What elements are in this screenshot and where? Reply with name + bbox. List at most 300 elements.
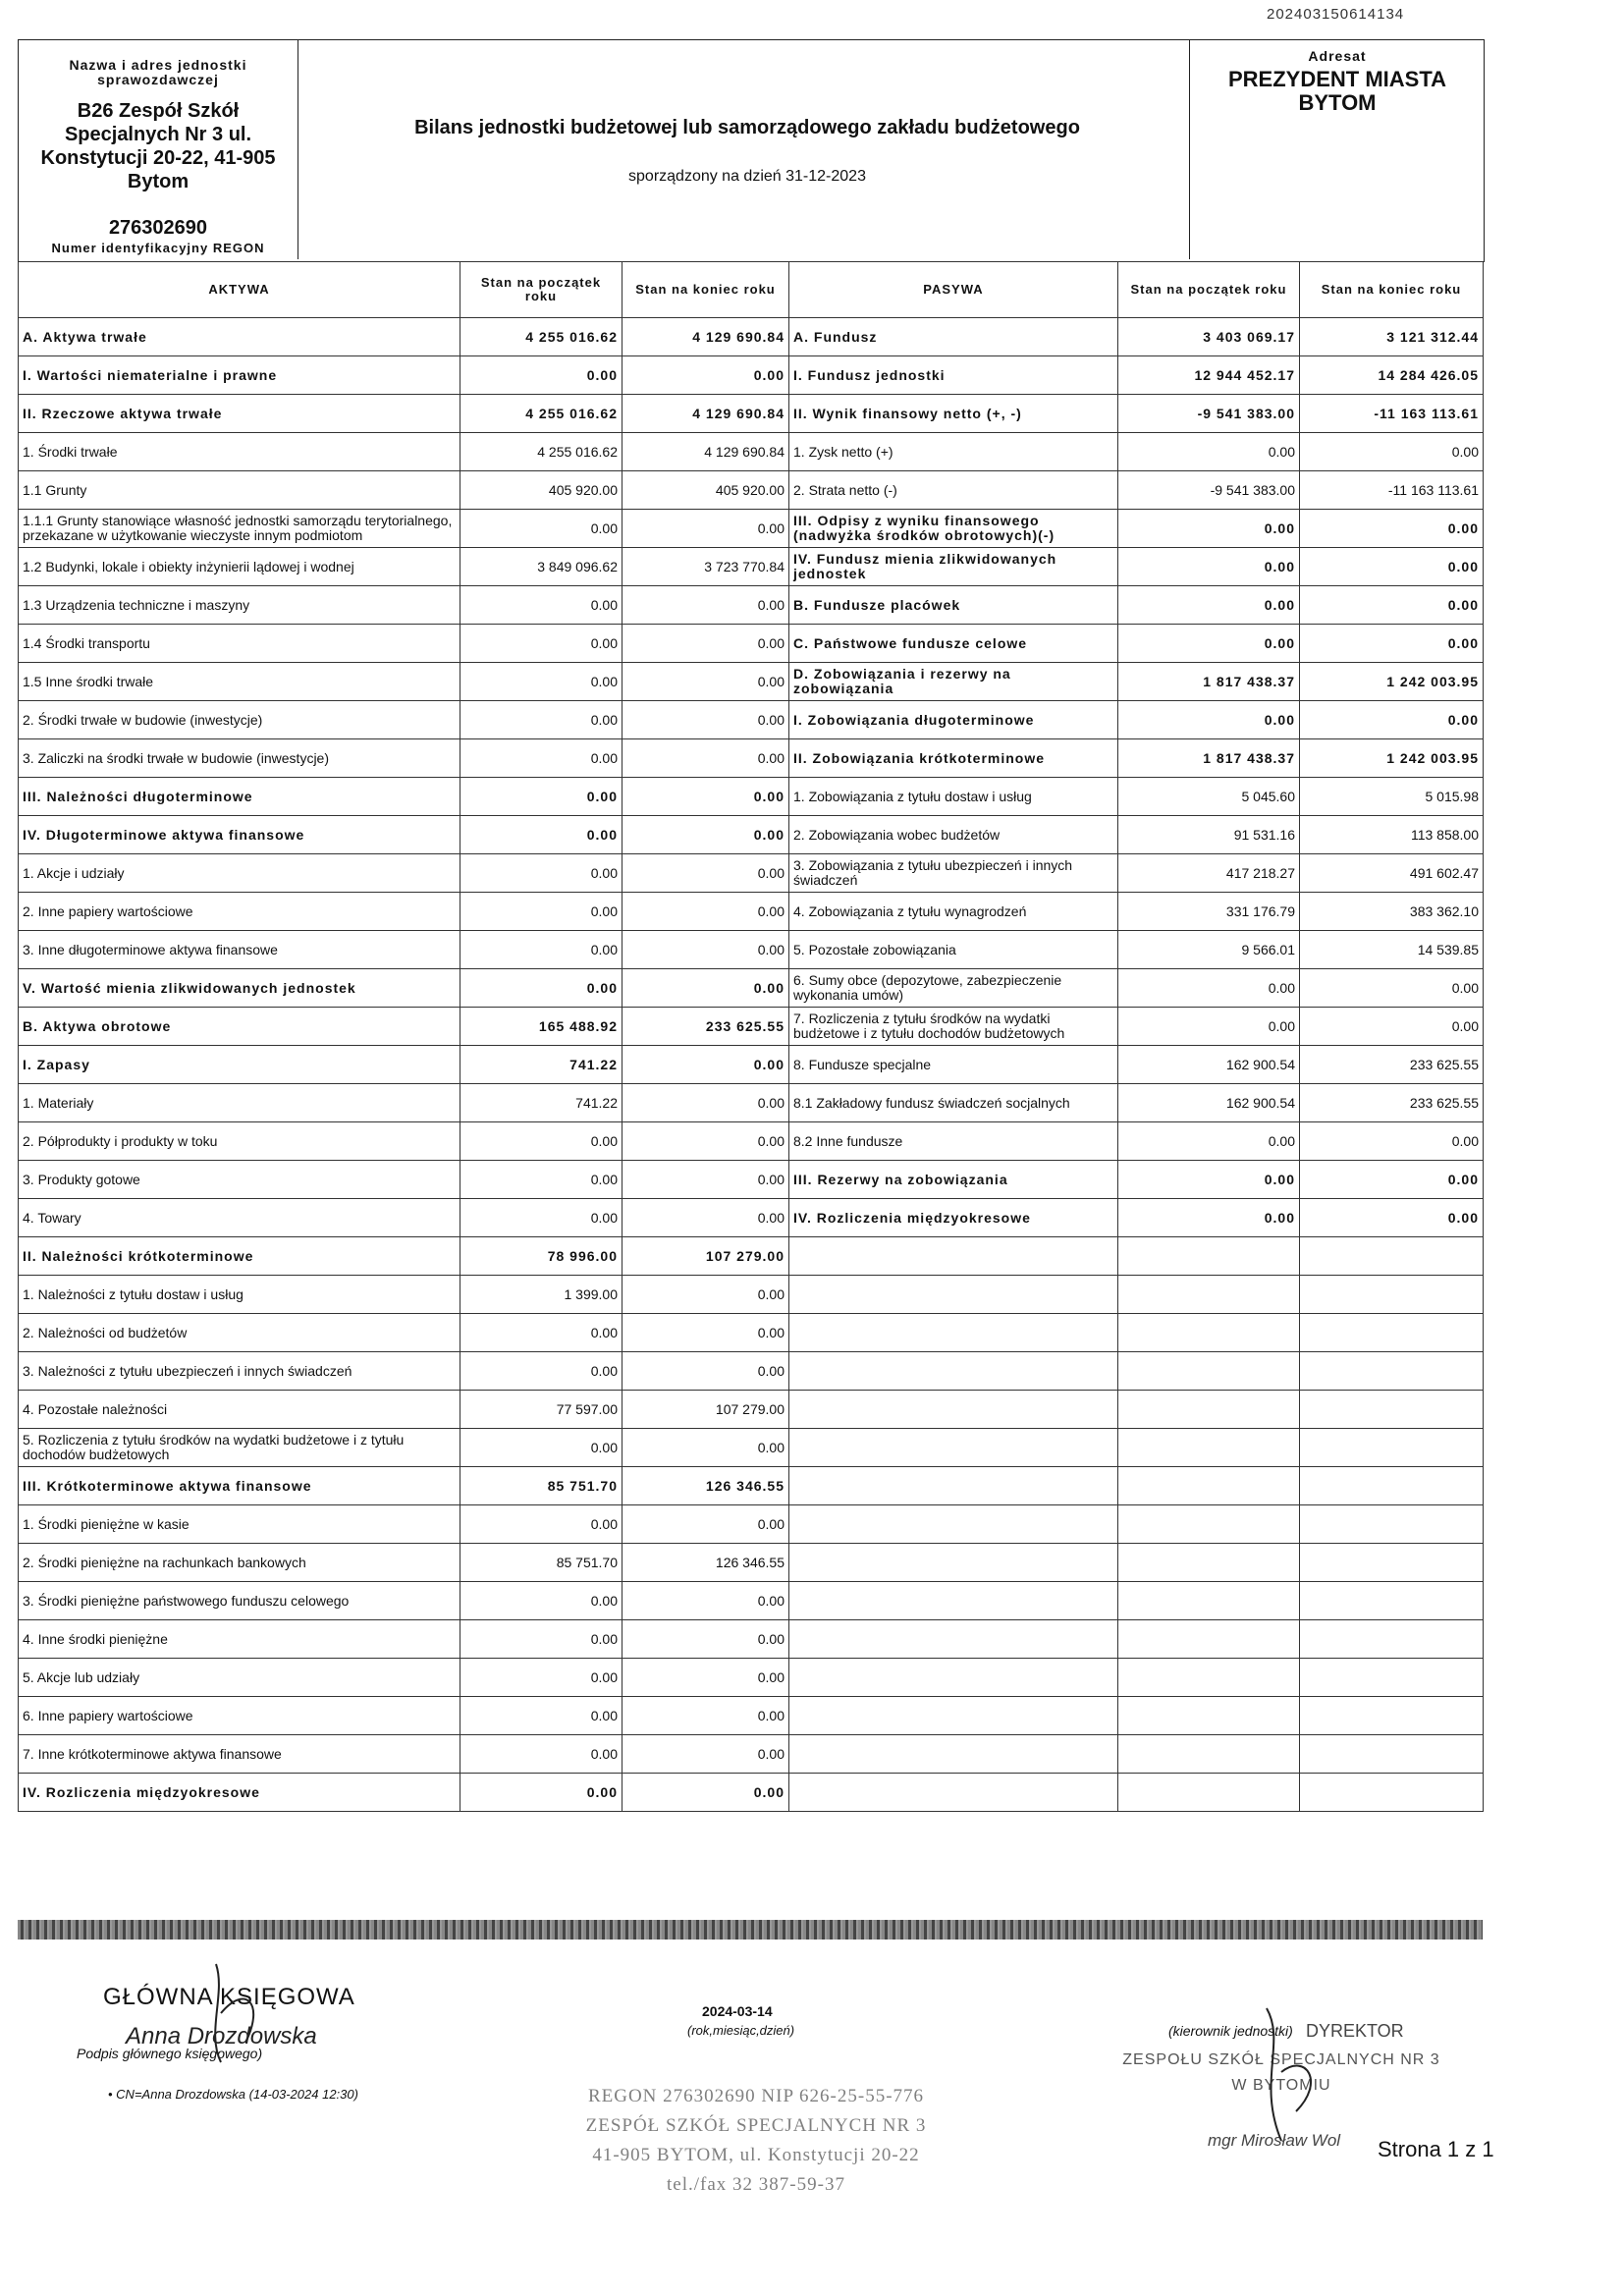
liability-label (789, 1582, 1118, 1620)
liability-label: III. Odpisy z wyniku finansowego (nadwyżka środków obrotowych)(-) (789, 510, 1118, 548)
asset-start-value: 741.22 (460, 1084, 623, 1122)
signing-date-caption: (rok,miesiąc,dzień) (687, 2023, 795, 2038)
reporting-unit-box (19, 40, 298, 259)
liability-end-value (1300, 1237, 1484, 1276)
liability-start-value: 0.00 (1118, 969, 1300, 1008)
asset-label: I. Zapasy (19, 1046, 460, 1084)
asset-start-value: 1 399.00 (460, 1276, 623, 1314)
liability-start-value (1118, 1620, 1300, 1659)
liability-end-value (1300, 1314, 1484, 1352)
stamp-line: REGON 276302690 NIP 626-25-55-776 (587, 2086, 925, 2106)
chief-accountant-cert: • CN=Anna Drozdowska (14-03-2024 12:30) (108, 2087, 358, 2102)
liability-start-value: 1 817 438.37 (1118, 739, 1300, 778)
asset-end-value: 0.00 (623, 1314, 789, 1352)
asset-end-value: 0.00 (623, 1735, 789, 1774)
liability-end-value: 14 539.85 (1300, 931, 1484, 969)
asset-end-value: 126 346.55 (623, 1544, 789, 1582)
liability-start-value: 0.00 (1118, 1161, 1300, 1199)
liability-end-value: 5 015.98 (1300, 778, 1484, 816)
liability-end-value: 0.00 (1300, 510, 1484, 548)
asset-label: 2. Środki pieniężne na rachunkach bankowych (19, 1544, 460, 1582)
liability-end-value (1300, 1620, 1484, 1659)
liabilities-column-header: PASYWA (789, 262, 1118, 318)
liability-label: A. Fundusz (789, 318, 1118, 356)
balance-row (19, 1505, 1484, 1544)
liability-label: B. Fundusze placówek (789, 586, 1118, 625)
asset-start-value: 0.00 (460, 510, 623, 548)
liability-end-value (1300, 1505, 1484, 1544)
liability-start-value: 5 045.60 (1118, 778, 1300, 816)
asset-start-value: 0.00 (460, 969, 623, 1008)
assets-start-column-header: Stan na początek roku (460, 262, 623, 318)
asset-start-value: 0.00 (460, 1582, 623, 1620)
liability-end-value: 0.00 (1300, 586, 1484, 625)
asset-end-value: 0.00 (623, 701, 789, 739)
chief-accountant-caption: Podpis głównego księgowego) (77, 2046, 263, 2061)
liability-end-value (1300, 1276, 1484, 1314)
asset-label: 1.2 Budynki, lokale i obiekty inżynierii lądowej i wodnej (19, 548, 460, 586)
liability-label: 8. Fundusze specjalne (789, 1046, 1118, 1084)
liability-end-value (1300, 1544, 1484, 1582)
reporting-unit-caption: Nazwa i adres jednostki sprawozdawczej (69, 57, 247, 87)
document-header (18, 39, 1485, 262)
liability-label (789, 1659, 1118, 1697)
liability-label: 8.1 Zakładowy fundusz świadczeń socjalnych (789, 1084, 1118, 1122)
asset-end-value: 0.00 (623, 1582, 789, 1620)
asset-end-value: 0.00 (623, 1046, 789, 1084)
asset-label: 2. Półprodukty i produkty w toku (19, 1122, 460, 1161)
asset-start-value: 741.22 (460, 1046, 623, 1084)
addressee-name: PREZYDENT MIASTA BYTOM (1227, 67, 1447, 115)
liability-start-value: 12 944 452.17 (1118, 356, 1300, 395)
asset-label: III. Krótkoterminowe aktywa finansowe (19, 1467, 460, 1505)
reporting-unit-name: B26 Zespół Szkół Specjalnych Nr 3 ul. Konstytucji 20-22, 41-905 Bytom (40, 100, 276, 192)
balance-row (19, 1122, 1484, 1161)
liability-start-value: 91 531.16 (1118, 816, 1300, 854)
asset-end-value: 0.00 (623, 854, 789, 893)
asset-end-value: 126 346.55 (623, 1467, 789, 1505)
liability-end-value: -11 163 113.61 (1300, 395, 1484, 433)
balance-row (19, 778, 1484, 816)
asset-end-value: 0.00 (623, 1697, 789, 1735)
balance-row (19, 1467, 1484, 1505)
liability-start-value: -9 541 383.00 (1118, 471, 1300, 510)
asset-end-value: 0.00 (623, 663, 789, 701)
balance-header-row (19, 262, 1484, 318)
liability-end-value: 0.00 (1300, 1008, 1484, 1046)
asset-start-value: 78 996.00 (460, 1237, 623, 1276)
asset-start-value: 0.00 (460, 1659, 623, 1697)
scan-id-stamp: 202403150614134 (1267, 6, 1405, 23)
asset-label: 5. Rozliczenia z tytułu środków na wydatki budżetowe i z tytułu dochodów budżetowych (19, 1429, 460, 1467)
chief-accountant-signature: Anna Drozdowska (126, 2023, 317, 2049)
balance-sheet-table (18, 261, 1484, 1812)
balance-row (19, 433, 1484, 471)
liability-label (789, 1620, 1118, 1659)
liability-label: III. Rezerwy na zobowiązania (789, 1161, 1118, 1199)
title-box (299, 40, 1195, 259)
asset-start-value: 0.00 (460, 1314, 623, 1352)
liability-label (789, 1544, 1118, 1582)
liability-label (789, 1774, 1118, 1812)
liability-label: 1. Zysk netto (+) (789, 433, 1118, 471)
liability-end-value: 3 121 312.44 (1300, 318, 1484, 356)
liability-label: 5. Pozostałe zobowiązania (789, 931, 1118, 969)
liability-start-value: 1 817 438.37 (1118, 663, 1300, 701)
asset-label: 3. Inne długoterminowe aktywa finansowe (19, 931, 460, 969)
asset-label: 2. Należności od budżetów (19, 1314, 460, 1352)
asset-end-value: 0.00 (623, 1659, 789, 1697)
asset-start-value: 165 488.92 (460, 1008, 623, 1046)
liability-start-value: 417 218.27 (1118, 854, 1300, 893)
asset-end-value: 0.00 (623, 1161, 789, 1199)
asset-label: 4. Inne środki pieniężne (19, 1620, 460, 1659)
asset-end-value: 4 129 690.84 (623, 433, 789, 471)
asset-start-value: 0.00 (460, 1352, 623, 1391)
asset-end-value: 0.00 (623, 586, 789, 625)
liability-end-value: 0.00 (1300, 1199, 1484, 1237)
asset-label: 1.4 Środki transportu (19, 625, 460, 663)
liability-label: D. Zobowiązania i rezerwy na zobowiązania (789, 663, 1118, 701)
liability-start-value (1118, 1391, 1300, 1429)
asset-label: 3. Środki pieniężne państwowego funduszu celowego (19, 1582, 460, 1620)
asset-label: 3. Produkty gotowe (19, 1161, 460, 1199)
director-title: DYREKTOR (1306, 2021, 1404, 2041)
liability-label: IV. Rozliczenia międzyokresowe (789, 1199, 1118, 1237)
balance-row (19, 663, 1484, 701)
asset-start-value: 4 255 016.62 (460, 433, 623, 471)
asset-end-value: 233 625.55 (623, 1008, 789, 1046)
asset-end-value: 0.00 (623, 356, 789, 395)
liability-end-value (1300, 1735, 1484, 1774)
asset-start-value: 0.00 (460, 893, 623, 931)
liability-start-value (1118, 1352, 1300, 1391)
balance-row (19, 356, 1484, 395)
director-signature-scribble-icon (1227, 2003, 1355, 2151)
liability-start-value: 0.00 (1118, 1199, 1300, 1237)
asset-label: 1. Akcje i udziały (19, 854, 460, 893)
liability-start-value (1118, 1276, 1300, 1314)
liability-end-value: 233 625.55 (1300, 1046, 1484, 1084)
liability-start-value: 0.00 (1118, 510, 1300, 548)
liability-label: 3. Zobowiązania z tytułu ubezpieczeń i innych świadczeń (789, 854, 1118, 893)
asset-start-value: 4 255 016.62 (460, 318, 623, 356)
asset-start-value: 0.00 (460, 1199, 623, 1237)
liability-end-value: 113 858.00 (1300, 816, 1484, 854)
liability-start-value (1118, 1582, 1300, 1620)
scan-shading-bar (18, 1920, 1483, 1940)
balance-row (19, 701, 1484, 739)
liability-label: 1. Zobowiązania z tytułu dostaw i usług (789, 778, 1118, 816)
balance-row (19, 893, 1484, 931)
chief-accountant-title: GŁÓWNA KSIĘGOWA (103, 1984, 355, 2010)
asset-label: 5. Akcje lub udziały (19, 1659, 460, 1697)
addressee-box (1189, 40, 1485, 259)
liability-start-value: 331 176.79 (1118, 893, 1300, 931)
balance-row (19, 739, 1484, 778)
asset-start-value: 0.00 (460, 1774, 623, 1812)
balance-row (19, 1774, 1484, 1812)
asset-start-value: 0.00 (460, 739, 623, 778)
balance-row (19, 1237, 1484, 1276)
balance-row (19, 548, 1484, 586)
asset-end-value: 107 279.00 (623, 1237, 789, 1276)
liability-end-value: 0.00 (1300, 625, 1484, 663)
balance-row (19, 1659, 1484, 1697)
balance-row (19, 1429, 1484, 1467)
asset-end-value: 0.00 (623, 969, 789, 1008)
document-date-line: sporządzony na dzień 31-12-2023 (628, 168, 866, 185)
liability-end-value (1300, 1391, 1484, 1429)
liability-end-value (1300, 1352, 1484, 1391)
asset-label: I. Wartości niematerialne i prawne (19, 356, 460, 395)
liability-end-value: 14 284 426.05 (1300, 356, 1484, 395)
liability-end-value: 491 602.47 (1300, 854, 1484, 893)
liability-label: 6. Sumy obce (depozytowe, zabezpieczenie wykonania umów) (789, 969, 1118, 1008)
asset-label: 1.1.1 Grunty stanowiące własność jednostki samorządu terytorialnego, przekazane w użytkowanie wieczyste innym podmiotom (19, 510, 460, 548)
asset-end-value: 0.00 (623, 1429, 789, 1467)
liability-start-value (1118, 1697, 1300, 1735)
liability-start-value (1118, 1314, 1300, 1352)
balance-row (19, 1620, 1484, 1659)
balance-row (19, 1582, 1484, 1620)
asset-start-value: 0.00 (460, 701, 623, 739)
liability-start-value: 0.00 (1118, 1008, 1300, 1046)
regon-caption: Numer identyfikacyjny REGON (51, 241, 265, 255)
liability-label: 2. Zobowiązania wobec budżetów (789, 816, 1118, 854)
liability-start-value (1118, 1735, 1300, 1774)
regon-number: 276302690 (108, 217, 208, 239)
asset-label: 2. Inne papiery wartościowe (19, 893, 460, 931)
document-title: Bilans jednostki budżetowej lub samorządowego zakładu budżetowego (414, 117, 1080, 138)
balance-row (19, 816, 1484, 854)
liability-start-value (1118, 1429, 1300, 1467)
asset-start-value: 3 849 096.62 (460, 548, 623, 586)
liability-label: II. Zobowiązania krótkoterminowe (789, 739, 1118, 778)
liability-label: 7. Rozliczenia z tytułu środków na wydatki budżetowe i z tytułu dochodów budżetowych (789, 1008, 1118, 1046)
balance-row (19, 395, 1484, 433)
director-caption: (kierownik jednostki) (1168, 2023, 1293, 2039)
asset-end-value: 0.00 (623, 778, 789, 816)
liability-label (789, 1276, 1118, 1314)
asset-end-value: 0.00 (623, 893, 789, 931)
balance-row (19, 1161, 1484, 1199)
signature-scribble-icon (187, 1954, 304, 2072)
liability-end-value: -11 163 113.61 (1300, 471, 1484, 510)
asset-label: 6. Inne papiery wartościowe (19, 1697, 460, 1735)
liability-end-value: 0.00 (1300, 433, 1484, 471)
balance-row (19, 510, 1484, 548)
asset-label: 7. Inne krótkoterminowe aktywa finansowe (19, 1735, 460, 1774)
balance-row (19, 1314, 1484, 1352)
asset-start-value: 0.00 (460, 1735, 623, 1774)
liability-end-value: 0.00 (1300, 701, 1484, 739)
asset-end-value: 0.00 (623, 510, 789, 548)
liability-label (789, 1391, 1118, 1429)
liability-label: 4. Zobowiązania z tytułu wynagrodzeń (789, 893, 1118, 931)
asset-label: 1. Należności z tytułu dostaw i usług (19, 1276, 460, 1314)
liability-label (789, 1505, 1118, 1544)
asset-end-value: 0.00 (623, 1199, 789, 1237)
asset-label: 3. Zaliczki na środki trwałe w budowie (inwestycje) (19, 739, 460, 778)
asset-end-value: 0.00 (623, 1620, 789, 1659)
asset-label: 1.1 Grunty (19, 471, 460, 510)
assets-end-column-header: Stan na koniec roku (623, 262, 789, 318)
asset-start-value: 85 751.70 (460, 1467, 623, 1505)
director-stamp: ZESPOŁU SZKÓŁ SPECJALNYCH NR 3 W BYTOMIU (1122, 2051, 1440, 2094)
asset-label: 1.5 Inne środki trwałe (19, 663, 460, 701)
liability-label: II. Wynik finansowy netto (+, -) (789, 395, 1118, 433)
asset-end-value: 0.00 (623, 1084, 789, 1122)
balance-row (19, 931, 1484, 969)
liability-end-value: 0.00 (1300, 548, 1484, 586)
addressee-caption: Adresat (1308, 48, 1367, 64)
asset-end-value: 0.00 (623, 931, 789, 969)
liability-label (789, 1735, 1118, 1774)
asset-label: 1. Materiały (19, 1084, 460, 1122)
asset-start-value: 0.00 (460, 1429, 623, 1467)
liability-end-value: 0.00 (1300, 1122, 1484, 1161)
chief-accountant-cn: CN=Anna Drozdowska (14-03-2024 12:30) (116, 2087, 358, 2102)
asset-label: 3. Należności z tytułu ubezpieczeń i innych świadczeń (19, 1352, 460, 1391)
asset-label: II. Należności krótkoterminowe (19, 1237, 460, 1276)
liability-label: IV. Fundusz mienia zlikwidowanych jednostek (789, 548, 1118, 586)
balance-row (19, 471, 1484, 510)
balance-row (19, 1544, 1484, 1582)
asset-end-value: 0.00 (623, 816, 789, 854)
liability-end-value: 233 625.55 (1300, 1084, 1484, 1122)
liability-end-value: 1 242 003.95 (1300, 663, 1484, 701)
liability-label (789, 1429, 1118, 1467)
liability-start-value: 0.00 (1118, 625, 1300, 663)
asset-end-value: 107 279.00 (623, 1391, 789, 1429)
liabilities-start-column-header: Stan na początek roku (1118, 262, 1300, 318)
liability-start-value: -9 541 383.00 (1118, 395, 1300, 433)
signing-date: 2024-03-14 (702, 2003, 773, 2019)
asset-start-value: 0.00 (460, 1697, 623, 1735)
liability-start-value (1118, 1659, 1300, 1697)
balance-row (19, 854, 1484, 893)
liability-label (789, 1237, 1118, 1276)
asset-start-value: 0.00 (460, 816, 623, 854)
asset-label: A. Aktywa trwałe (19, 318, 460, 356)
liability-start-value: 162 900.54 (1118, 1046, 1300, 1084)
asset-label: 1.3 Urządzenia techniczne i maszyny (19, 586, 460, 625)
asset-start-value: 85 751.70 (460, 1544, 623, 1582)
balance-row (19, 1391, 1484, 1429)
liability-start-value (1118, 1237, 1300, 1276)
liability-start-value (1118, 1467, 1300, 1505)
asset-end-value: 0.00 (623, 1505, 789, 1544)
liability-start-value: 3 403 069.17 (1118, 318, 1300, 356)
asset-start-value: 0.00 (460, 356, 623, 395)
asset-end-value: 0.00 (623, 1774, 789, 1812)
balance-row (19, 1735, 1484, 1774)
balance-row (19, 586, 1484, 625)
asset-end-value: 0.00 (623, 1276, 789, 1314)
liability-end-value (1300, 1429, 1484, 1467)
liability-start-value: 0.00 (1118, 433, 1300, 471)
asset-label: V. Wartość mienia zlikwidowanych jednostek (19, 969, 460, 1008)
liability-end-value (1300, 1774, 1484, 1812)
liability-end-value: 383 362.10 (1300, 893, 1484, 931)
asset-end-value: 405 920.00 (623, 471, 789, 510)
liability-end-value: 0.00 (1300, 969, 1484, 1008)
liability-start-value: 162 900.54 (1118, 1084, 1300, 1122)
liabilities-end-column-header: Stan na koniec roku (1300, 262, 1484, 318)
asset-start-value: 0.00 (460, 586, 623, 625)
liability-end-value (1300, 1582, 1484, 1620)
balance-row (19, 1276, 1484, 1314)
liability-label (789, 1697, 1118, 1735)
asset-label: IV. Długoterminowe aktywa finansowe (19, 816, 460, 854)
liability-start-value: 9 566.01 (1118, 931, 1300, 969)
liability-label (789, 1467, 1118, 1505)
liability-end-value (1300, 1697, 1484, 1735)
liability-end-value: 0.00 (1300, 1161, 1484, 1199)
asset-label: 4. Pozostałe należności (19, 1391, 460, 1429)
liability-label: C. Państwowe fundusze celowe (789, 625, 1118, 663)
stamp-line: 41-905 BYTOM, ul. Konstytucji 20-22 (592, 2145, 920, 2165)
liability-end-value (1300, 1467, 1484, 1505)
asset-start-value: 0.00 (460, 931, 623, 969)
asset-end-value: 0.00 (623, 1352, 789, 1391)
liability-label: I. Zobowiązania długoterminowe (789, 701, 1118, 739)
balance-body (19, 318, 1484, 1812)
stamp-line: ZESPÓŁ SZKÓŁ SPECJALNYCH NR 3 (585, 2115, 927, 2136)
assets-column-header: AKTYWA (19, 262, 460, 318)
liability-end-value (1300, 1659, 1484, 1697)
asset-start-value: 0.00 (460, 663, 623, 701)
asset-label: II. Rzeczowe aktywa trwałe (19, 395, 460, 433)
balance-row (19, 625, 1484, 663)
asset-label: 1. Środki trwałe (19, 433, 460, 471)
school-stamp (550, 2082, 962, 2200)
asset-label: 4. Towary (19, 1199, 460, 1237)
balance-row (19, 1084, 1484, 1122)
asset-label: 2. Środki trwałe w budowie (inwestycje) (19, 701, 460, 739)
liability-label: I. Fundusz jednostki (789, 356, 1118, 395)
asset-end-value: 0.00 (623, 1122, 789, 1161)
director-name: mgr Mirosław Wol (1208, 2131, 1341, 2150)
asset-start-value: 0.00 (460, 778, 623, 816)
page-number: Strona 1 z 1 (1378, 2137, 1494, 2161)
asset-end-value: 4 129 690.84 (623, 318, 789, 356)
balance-row (19, 1008, 1484, 1046)
balance-row (19, 1046, 1484, 1084)
asset-label: IV. Rozliczenia międzyokresowe (19, 1774, 460, 1812)
liability-label (789, 1352, 1118, 1391)
liability-start-value (1118, 1774, 1300, 1812)
liability-label: 8.2 Inne fundusze (789, 1122, 1118, 1161)
asset-label: B. Aktywa obrotowe (19, 1008, 460, 1046)
asset-end-value: 3 723 770.84 (623, 548, 789, 586)
asset-start-value: 0.00 (460, 1620, 623, 1659)
asset-start-value: 4 255 016.62 (460, 395, 623, 433)
balance-row (19, 1352, 1484, 1391)
liability-start-value: 0.00 (1118, 1122, 1300, 1161)
asset-start-value: 405 920.00 (460, 471, 623, 510)
liability-end-value: 1 242 003.95 (1300, 739, 1484, 778)
asset-end-value: 0.00 (623, 739, 789, 778)
asset-label: III. Należności długoterminowe (19, 778, 460, 816)
balance-row (19, 318, 1484, 356)
liability-label: 2. Strata netto (-) (789, 471, 1118, 510)
balance-row (19, 1697, 1484, 1735)
balance-row (19, 969, 1484, 1008)
asset-start-value: 0.00 (460, 1122, 623, 1161)
asset-start-value: 0.00 (460, 854, 623, 893)
